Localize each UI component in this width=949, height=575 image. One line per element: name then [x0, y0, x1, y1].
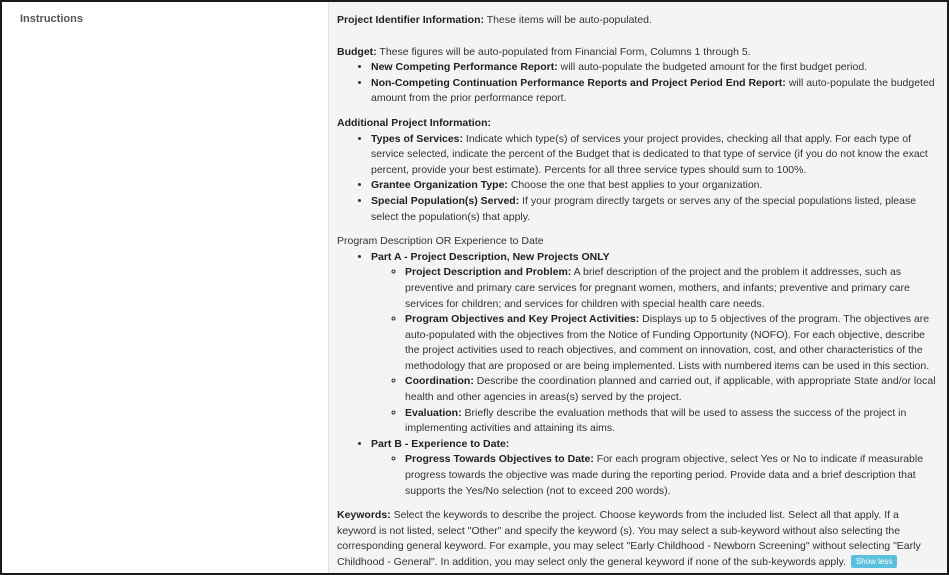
additional-info-section — [337, 116, 939, 132]
list-item — [371, 60, 939, 76]
list-item-term: Special Population(s) Served: — [371, 194, 520, 207]
show-less-button[interactable]: Show less — [851, 555, 897, 568]
list-item-text: Briefly describe the evaluation methods that will be used to assess the success of the project in implementing activities and attaining its aims. — [405, 406, 907, 435]
list-item-term: Types of Services: — [371, 132, 464, 145]
list-item — [405, 374, 939, 405]
list-item-text: For each program objective, select Yes or No to indicate if measurable progress towards the objective was made during the reporting period. Provide data and a brief description that supports the Yes/No selection (not to exceed 200 words). — [405, 453, 924, 497]
list-item — [371, 178, 939, 194]
list-item-text: If your program directly targets or serves any of the special populations listed, please select the population(s) that apply. — [371, 194, 917, 223]
list-item — [371, 76, 939, 107]
keywords-text: Select the keywords to describe the project. Choose keywords from the included list. Select all that apply. If a keyword is not listed, select "Other" and specify the keyword (s). You may select a sub-keyword without also selecting the corresponding general keyword. For example, you may select "Early Childhood - Newborn Screening" without selecting "Early Childhood - General". In addition, you may select only the general keyword if none of the sub-keywords apply. — [337, 509, 921, 568]
keywords-heading: Keywords: — [337, 509, 391, 522]
list-item — [405, 312, 939, 374]
part-b-list — [371, 452, 939, 499]
list-item-term: Project Description and Problem: — [405, 266, 572, 279]
list-item — [371, 194, 939, 225]
part-a-title: Part A - Project Description, New Projects ONLY — [371, 250, 610, 263]
additional-info-heading: Additional Project Information: — [337, 116, 491, 129]
part-b-item — [371, 437, 939, 499]
project-identifier-section — [337, 13, 939, 29]
list-item-term: Program Objectives and Key Project Activities: — [405, 313, 640, 326]
list-item — [405, 452, 939, 499]
label-cell — [2, 2, 329, 573]
list-item-term: Progress Towards Objectives to Date: — [405, 453, 594, 466]
keywords-section — [337, 508, 939, 570]
project-identifier-heading: Project Identifier Information: — [337, 14, 485, 26]
project-identifier-text: These items will be auto-populated. — [484, 14, 652, 26]
list-item-term: Non-Competing Continuation Performance Reports and Project Period End Report: — [371, 76, 786, 89]
list-item — [405, 265, 939, 312]
list-item-text: A brief description of the project and the problem it addresses, such as preventive and primary care services for pregnant women, mothers, and infants; preventive and primary care services for children; and services for children with special health care needs. — [405, 266, 910, 310]
list-item-text: will auto-populate the budgeted amount for the first budget period. — [557, 61, 868, 74]
list-item-term: New Competing Performance Report: — [371, 61, 558, 74]
list-item-term: Grantee Organization Type: — [371, 179, 508, 192]
budget-text: These figures will be auto-populated from Financial Form, Columns 1 through 5. — [376, 45, 751, 58]
part-a-item — [371, 250, 939, 437]
instructions-content — [337, 13, 939, 571]
list-item-text: will auto-populate the budgeted amount from the prior performance report. — [371, 76, 935, 105]
list-item-term: Evaluation: — [405, 406, 462, 419]
part-b-title: Part B - Experience to Date: — [371, 437, 510, 450]
instructions-label: Instructions — [20, 13, 83, 25]
list-item-text: Describe the coordination planned and carried out, if applicable, with appropriate State and/or local health and other agencies in areas(s) served by the project. — [405, 375, 936, 404]
budget-section — [337, 45, 939, 61]
list-item — [405, 406, 939, 437]
budget-list — [337, 60, 939, 107]
additional-info-list — [337, 132, 939, 226]
list-item-text: Indicate which type(s) of services your project provides, checking all that apply. For each type of service selected, indicate the percent of the Budget that is dedicated to that type of service (if you do not know the exact percent, provide your best estimate). Percents for all three service types should sum to 100%. — [371, 132, 928, 176]
part-a-list — [371, 265, 939, 437]
list-item — [371, 132, 939, 179]
list-item-text: Choose the one that best applies to your organization. — [507, 179, 763, 192]
list-item-text: Displays up to 5 objectives of the program. The objectives are auto-populated with the objectives from the Notice of Funding Opportunity (NOFO). For each objective, describe the project activities used to reach objectives, and comment on innovation, cost, and other characteristics of the methodology that are proposed or are being implemented. Lists with numbered items can be used in this section. — [405, 313, 930, 372]
program-parts-list — [337, 250, 939, 500]
content-cell — [329, 2, 947, 573]
list-item-term: Coordination: — [405, 375, 474, 388]
program-description-heading: Program Description OR Experience to Date — [337, 235, 544, 248]
budget-heading: Budget: — [337, 45, 377, 58]
